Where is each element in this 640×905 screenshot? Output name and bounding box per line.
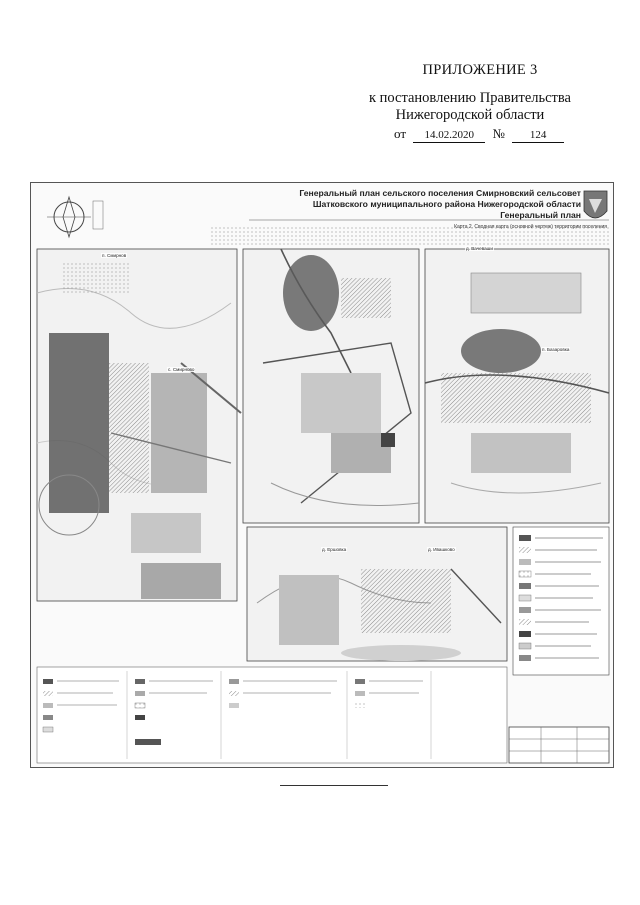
map-notes-block	[209, 227, 609, 247]
village-label: п. Базаровка	[542, 347, 570, 352]
master-plan-map-sheet	[30, 182, 614, 768]
appendix-heading: ПРИЛОЖЕНИЕ 3	[422, 62, 538, 78]
title-block-stamp	[509, 727, 609, 763]
map-title-line-1: Генеральный план сельского поселения Смирновский сельсовет	[299, 188, 581, 198]
decree-line-1: к постановлению Правительства	[369, 90, 571, 106]
village-label: д. Вачеваши	[466, 246, 493, 251]
footer-rule	[280, 785, 388, 786]
number-label: №	[492, 126, 505, 141]
village-label: п. Смирнов	[102, 253, 127, 258]
decree-reference	[340, 90, 600, 124]
decree-number: 124	[512, 129, 564, 143]
map-subtitle: Карта 2. Сводная карта (основной чертеж) территории поселения	[454, 224, 607, 230]
date-label: от	[394, 126, 407, 141]
village-label: д. Ершовка	[322, 547, 347, 552]
map-title-line-2: Шатковского муниципального района Нижегородской области	[312, 199, 581, 209]
decree-date: 14.02.2020	[413, 129, 485, 143]
village-label: с. Смирново	[168, 367, 195, 372]
map-drawing	[31, 183, 613, 767]
map-title	[251, 188, 581, 221]
decree-line-2: Нижегородской области	[395, 107, 545, 123]
village-label: д. Ивашково	[428, 547, 455, 552]
north-arrow-inset	[47, 197, 103, 237]
coat-of-arms-icon	[584, 191, 607, 218]
map-title-line-3: Генеральный план	[500, 210, 581, 220]
decree-date-number	[390, 126, 564, 143]
legend-bottom-band	[37, 667, 507, 763]
